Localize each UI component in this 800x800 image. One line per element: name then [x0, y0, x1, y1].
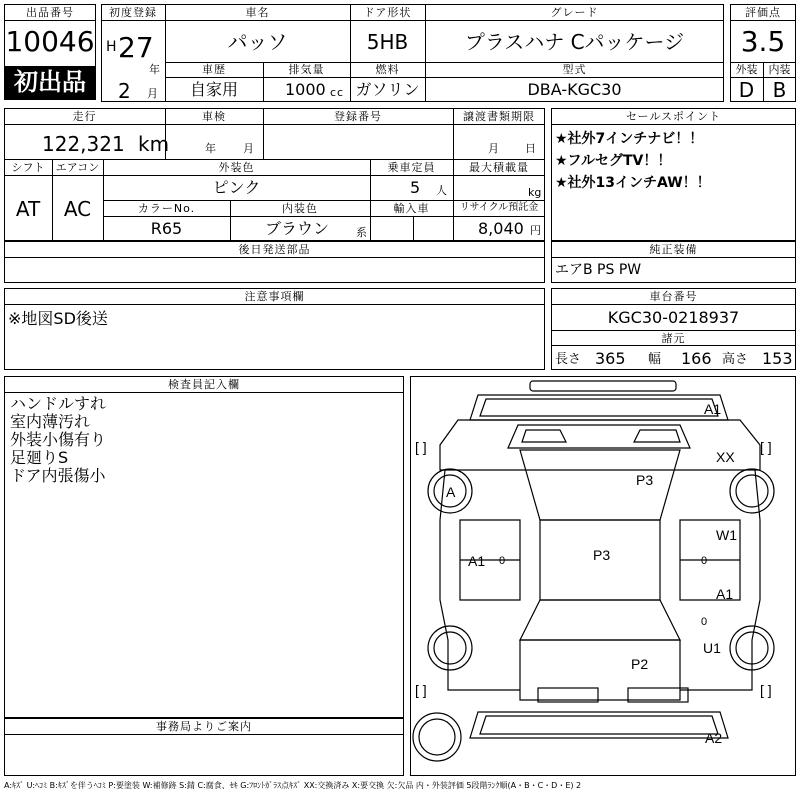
inspector-line-4: 足廻りS	[10, 448, 69, 467]
lot-number: 10046	[5, 25, 95, 58]
aircon-value: AC	[63, 197, 92, 221]
mark-right-rear: U1	[703, 640, 721, 656]
color-no-label: カラーNo.	[137, 202, 196, 215]
recycle-unit: 円	[530, 224, 541, 237]
sales-point-2: ★フルセグTV！！	[555, 153, 672, 169]
office-label: 事務局よりご案内	[156, 720, 252, 733]
notes-value: ※地図SD後送	[8, 309, 108, 328]
first-reg-month-unit: 月	[147, 87, 159, 100]
mark-front-right: XX	[716, 449, 735, 465]
fuel-value: ガソリン	[355, 80, 420, 99]
history-label: 車歴	[202, 63, 226, 76]
mark-right-front-door: W1	[716, 527, 737, 543]
first-reg-year-unit: 年	[149, 63, 161, 76]
model-label: 型式	[562, 63, 587, 76]
width-label: 幅	[648, 352, 663, 367]
load-unit: kg	[528, 186, 542, 199]
lot-label: 出品番号	[26, 6, 74, 19]
first-reg-era: H	[106, 39, 117, 55]
displacement-label: 排気量	[288, 63, 325, 76]
mark-roof: P3	[593, 547, 611, 563]
score-ext-label: 外装	[735, 63, 758, 76]
mark-left-door-zero: 0	[499, 555, 506, 567]
mark-rear: P2	[631, 656, 649, 672]
door-label: ドア形状	[363, 6, 412, 19]
fuel-label: 燃料	[375, 63, 400, 76]
notes-label: 注意事項欄	[244, 290, 305, 303]
transfer-day-unit: 日	[525, 142, 537, 155]
bracket-right-bottom: [ ]	[760, 682, 772, 698]
int-color-unit: 系	[356, 226, 368, 239]
mark-front-bumper: A1	[704, 401, 722, 417]
recycle-label: リサイクル預託金	[459, 202, 539, 213]
shift-label: シフト	[11, 161, 45, 174]
history-value: 自家用	[189, 80, 238, 99]
door-value: 5HB	[366, 30, 409, 54]
later-parts-label: 後日発送部品	[238, 243, 311, 256]
score-ext-value: D	[738, 78, 755, 102]
load-label: 最大積載量	[469, 161, 529, 174]
score-int-value: B	[772, 78, 787, 102]
import-label: 輸入車	[393, 202, 430, 215]
capacity-label: 乗車定員	[387, 161, 436, 174]
recycle-value: 8,040	[478, 219, 524, 238]
inspector-label: 検査員記入欄	[168, 378, 240, 391]
inspection-month-unit: 月	[243, 142, 255, 155]
inspector-line-1: ハンドルすれ	[10, 394, 107, 413]
inspector-line-2: 室内薄汚れ	[10, 412, 91, 431]
mileage-value: 122,321	[42, 132, 125, 156]
first-reg-year: 27	[118, 31, 154, 64]
dims-label: 諸元	[661, 332, 686, 345]
first-reg-month: 2	[118, 79, 131, 103]
model-value: DBA-KGC30	[527, 80, 622, 99]
mark-left-door: A1	[468, 553, 486, 569]
sales-points-label: セールスポイント	[625, 110, 721, 123]
int-color-value: ブラウン	[265, 219, 330, 238]
bracket-right-top: [ ]	[760, 439, 772, 455]
color-no-value: R65	[150, 219, 183, 238]
int-color-label: 内装色	[282, 202, 318, 215]
mark-right-door-zero-2: 0	[701, 616, 708, 628]
mileage-unit: km	[138, 132, 170, 156]
mark-right-door-zero-1: 0	[701, 555, 708, 567]
mark-right-rear-door: A1	[716, 586, 734, 602]
score-label: 評価点	[745, 6, 781, 19]
aircon-label: エアコン	[55, 161, 100, 174]
transfer-label: 譲渡書類期限	[463, 110, 535, 123]
reg-no-label: 登録番号	[334, 110, 382, 123]
bracket-left-top: [ ]	[415, 439, 427, 455]
grade-label: グレード	[550, 6, 599, 19]
mark-rear-bumper: A2	[705, 730, 723, 746]
inspector-line-5: ドア内張傷小	[10, 466, 106, 485]
score-value: 3.5	[740, 25, 786, 58]
inspection-label: 車検	[202, 110, 226, 123]
capacity-value: 5	[410, 178, 421, 197]
transfer-month-unit: 月	[488, 142, 500, 155]
length-label: 長さ	[555, 352, 582, 367]
bracket-left-bottom: [ ]	[415, 682, 427, 698]
displacement-value: 1000	[285, 80, 326, 99]
first-listing-label: 初出品	[14, 68, 86, 96]
height-value: 153	[762, 349, 793, 368]
sales-point-1: ★社外7インチナビ！！	[555, 131, 704, 147]
equipment-label: 純正装備	[649, 243, 698, 256]
inspection-year-unit: 年	[205, 142, 217, 155]
ext-color-value: ピンク	[212, 178, 261, 197]
displacement-unit: cc	[330, 86, 345, 99]
mileage-label: 走行	[72, 110, 97, 123]
ext-color-label: 外装色	[218, 161, 255, 174]
equipment-value: エアB PS PW	[555, 262, 642, 278]
damage-diagram-box	[410, 376, 796, 776]
car-name: パッソ	[227, 30, 288, 54]
grade-value: プラスハナ Cパッケージ	[464, 30, 685, 54]
width-value: 166	[681, 349, 712, 368]
chassis-number: KGC30-0218937	[607, 308, 740, 327]
first-reg-label: 初度登録	[109, 6, 157, 19]
inspector-line-3: 外装小傷有り	[10, 430, 107, 449]
chassis-label: 車台番号	[649, 290, 698, 303]
height-label: 高さ	[722, 352, 749, 367]
sales-point-3: ★社外13インチAW！！	[555, 175, 711, 191]
mark-hood: P3	[636, 472, 654, 488]
score-int-label: 内装	[768, 63, 791, 76]
car-name-label: 車名	[245, 6, 270, 19]
legend: A:ｷｽﾞ U:ﾍｺﾐ B:ｷｽﾞを伴うﾍｺﾐ P:要塗装 W:補修跡 S:錆 C:腐食、ｾｷ G:ﾌﾛﾝﾄｶﾞﾗｽ点ｷｽﾞ XX:交換済み X:要交換 欠:欠品 内・外装評価 5段階ﾗﾝｸ順(A・B・C・D・E) 2	[4, 781, 582, 790]
mark-front-left-tire: A	[446, 484, 456, 500]
shift-value: AT	[15, 197, 41, 221]
length-value: 365	[595, 349, 626, 368]
capacity-unit: 人	[436, 184, 448, 197]
